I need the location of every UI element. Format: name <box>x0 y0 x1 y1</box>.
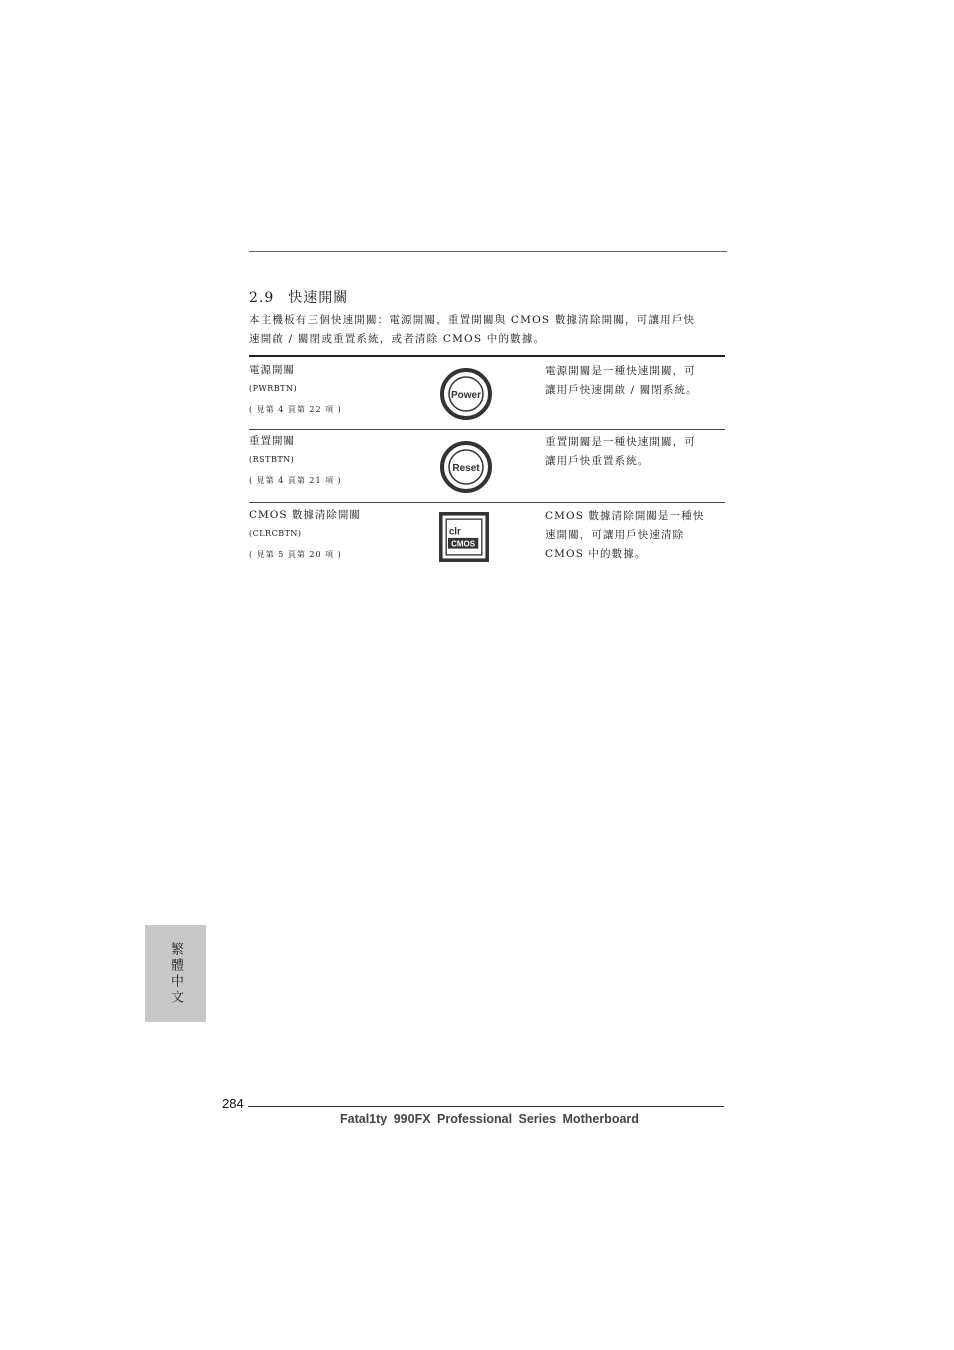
switch-name: 重置開關 <box>249 435 295 447</box>
switch-ref: ( 見第 4 頁第 22 項 ) <box>249 405 342 414</box>
intro-line: 速開啟 / 關閉或重置系統，或者清除 CMOS 中的數據。 <box>249 333 546 345</box>
switch-description <box>545 362 725 400</box>
section-title: 快速開關 <box>288 290 349 306</box>
description-line: CMOS 中的數據。 <box>545 548 647 560</box>
switch-row-power <box>249 362 725 436</box>
switch-ref: ( 見第 5 頁第 20 項 ) <box>249 550 342 559</box>
language-side-tab <box>145 925 206 1022</box>
switch-description <box>545 433 725 471</box>
power-icon-label: Power <box>450 390 482 401</box>
reset-button-icon <box>438 439 494 495</box>
description-line: 讓用戶快速開啟 / 關閉系統。 <box>545 384 698 396</box>
reset-icon-label: Reset <box>452 463 480 474</box>
clr-icon-label: clr <box>448 526 461 538</box>
row-divider <box>249 502 725 503</box>
switch-description <box>545 507 725 564</box>
switch-code: (PWRBTN) <box>249 384 298 393</box>
section-heading <box>249 287 348 307</box>
power-button-icon <box>438 366 494 422</box>
footer-title: Fatal1ty 990FX Professional Series Motherboard <box>340 1112 639 1126</box>
cmos-icon-label: CMOS <box>451 539 476 549</box>
description-line: CMOS 數據清除開關是一種快 <box>545 510 705 522</box>
description-line: 速開關，可讓用戶快速清除 <box>545 529 685 541</box>
switch-code: (CLRCBTN) <box>249 529 302 538</box>
switch-name: 電源開關 <box>249 364 295 376</box>
row-divider <box>249 429 725 430</box>
section-number: 2.9 <box>249 290 275 306</box>
page-number: 284 <box>222 1096 244 1111</box>
description-line: 電源開關是一種快速開關，可 <box>545 365 696 377</box>
switch-ref: ( 見第 4 頁第 21 項 ) <box>249 476 342 485</box>
description-line: 重置開關是一種快速開關，可 <box>545 436 696 448</box>
table-top-rule <box>249 355 725 357</box>
switch-name: CMOS 數據清除開關 <box>249 509 361 521</box>
switch-code: (RSTBTN) <box>249 455 295 464</box>
footer-rule <box>248 1106 724 1107</box>
intro-line: 本主機板有三個快速開關：電源開關，重置開關與 CMOS 數據清除開關，可讓用戶快 <box>249 314 696 326</box>
clear-cmos-button-icon <box>439 512 489 562</box>
description-line: 讓用戶快重置系統。 <box>545 455 650 467</box>
intro-paragraph <box>249 311 729 349</box>
language-label: 繁體中文 <box>168 941 183 1006</box>
switch-row-reset <box>249 433 725 507</box>
switch-row-clear-cmos <box>249 507 725 581</box>
top-rule <box>249 251 727 252</box>
